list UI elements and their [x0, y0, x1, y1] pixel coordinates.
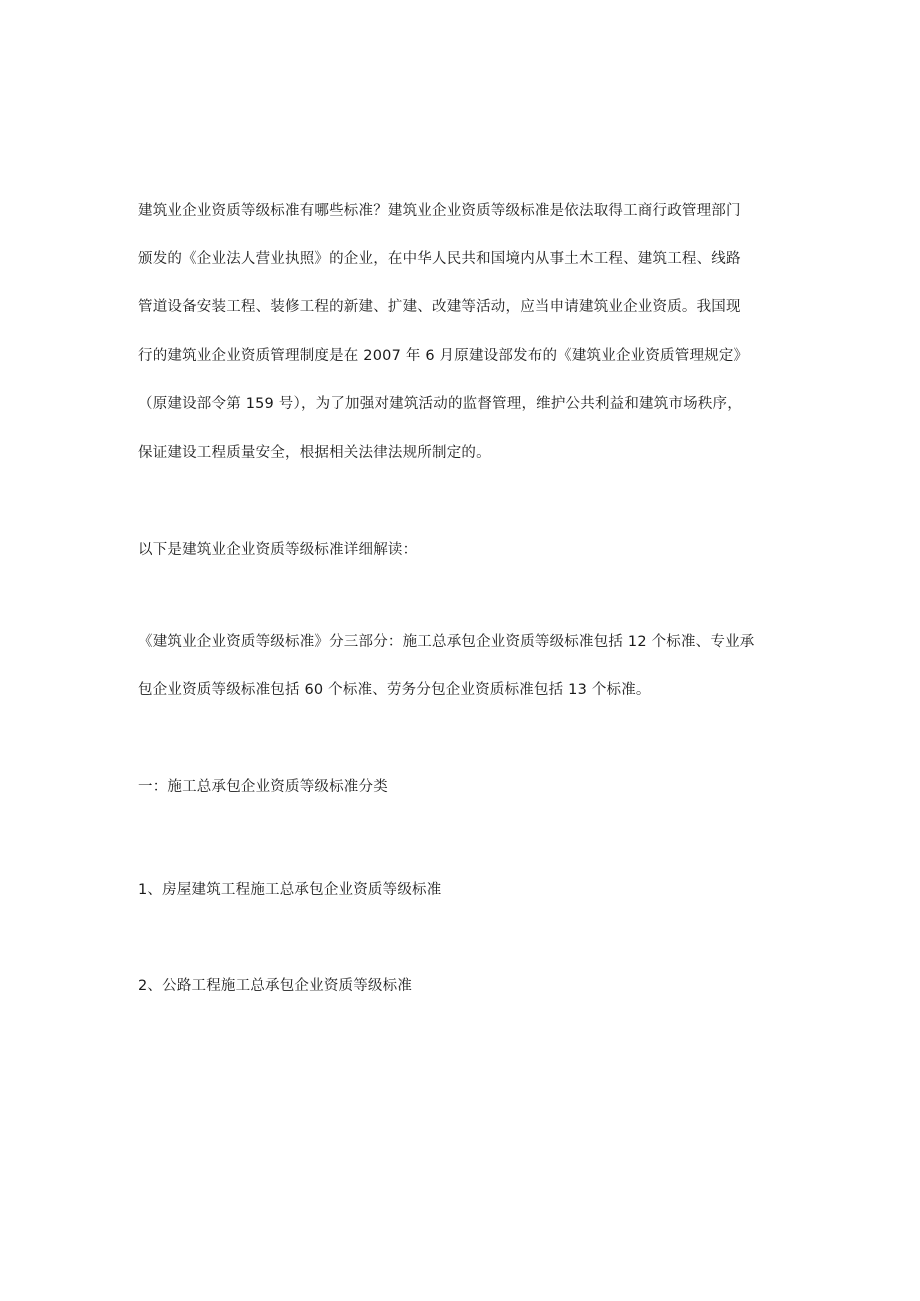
- paragraph-1-line-6: 保证建设工程质量安全，根据相关法律法规所制定的。: [138, 445, 491, 461]
- paragraph-1-line-5: （原建设部令第 159 号），为了加强对建筑活动的监督管理，维护公共利益和建筑市场秩序，: [138, 396, 742, 412]
- paragraph-1-line-3: 管道设备安装工程、装修工程的新建、扩建、改建等活动，应当申请建筑业企业资质。我国现: [138, 299, 741, 315]
- paragraph-2: 以下是建筑业企业资质等级标准详细解读：: [138, 542, 418, 558]
- paragraph-3-line-2: 包企业资质等级标准包括 60 个标准、劳务分包企业资质标准包括 13 个标准。: [138, 682, 651, 698]
- list-item-1: 1、房屋建筑工程施工总承包企业资质等级标准: [138, 882, 442, 898]
- paragraph-1-line-4: 行的建筑业企业资质管理制度是在 2007 年 6 月原建设部发布的《建筑业企业资质管理规定》: [138, 348, 749, 364]
- list-item-2: 2、公路工程施工总承包企业资质等级标准: [138, 978, 413, 994]
- paragraph-3-line-1: 《建筑业企业资质等级标准》分三部分：施工总承包企业资质等级标准包括 12 个标准、专业承: [138, 634, 755, 650]
- paragraph-1-line-1: 建筑业企业资质等级标准有哪些标准？建筑业企业资质等级标准是依法取得工商行政管理部门: [138, 203, 741, 219]
- section-heading: 一：施工总承包企业资质等级标准分类: [138, 779, 388, 795]
- paragraph-1-line-2: 颁发的《企业法人营业执照》的企业，在中华人民共和国境内从事土木工程、建筑工程、线路: [138, 251, 741, 267]
